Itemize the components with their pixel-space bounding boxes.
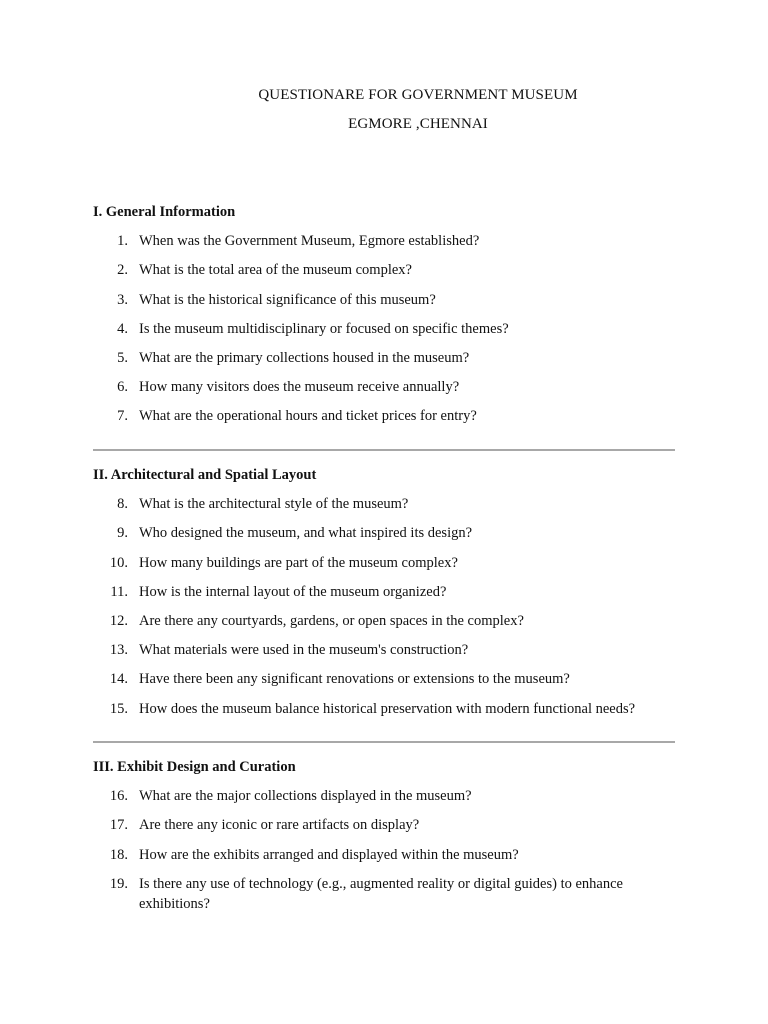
question-item [93, 699, 675, 719]
question-text: Have there been any significant renovations or extensions to the museum? [139, 671, 570, 688]
question-text: What is the total area of the museum complex? [139, 262, 412, 279]
question-item [93, 669, 675, 689]
question-item [93, 640, 675, 660]
question-number: 3. [117, 291, 128, 308]
question-item [93, 815, 675, 835]
question-number: 10. [109, 554, 128, 571]
section-general-information [93, 202, 675, 426]
section-divider [93, 741, 675, 743]
question-number: 1. [117, 233, 128, 250]
question-text: What is the historical significance of this museum? [139, 291, 436, 308]
document-subtitle: EGMORE ,CHENNAI [348, 116, 488, 132]
question-text: Are there any iconic or rare artifacts on display? [139, 817, 420, 834]
question-number: 18. [109, 846, 128, 863]
question-text: Is there any use of technology (e.g., augmented reality or digital guides) to enhance exhibitions? [139, 875, 623, 912]
question-item [93, 874, 675, 914]
question-number: 17. [109, 817, 128, 834]
question-item [93, 582, 675, 602]
question-item [93, 377, 675, 397]
question-item [93, 348, 675, 368]
section-divider [93, 449, 675, 451]
question-text: What materials were used in the museum's construction? [139, 642, 469, 659]
question-number: 9. [117, 525, 128, 542]
question-item [93, 494, 675, 514]
question-number: 12. [109, 612, 128, 629]
question-item [93, 231, 675, 251]
question-list [93, 494, 675, 718]
question-number: 14. [109, 671, 128, 688]
question-text: What are the major collections displayed in the museum? [139, 788, 472, 805]
question-number: 13. [109, 642, 128, 659]
question-item [93, 611, 675, 631]
question-text: When was the Government Museum, Egmore established? [139, 233, 480, 250]
question-text: How does the museum balance historical preservation with modern functional needs? [139, 700, 636, 717]
question-item [93, 319, 675, 339]
question-number: 5. [117, 349, 128, 366]
question-text: Is the museum multidisciplinary or focused on specific themes? [139, 320, 509, 337]
question-text: How many buildings are part of the museum complex? [139, 554, 458, 571]
question-number: 2. [117, 262, 128, 279]
question-item [93, 523, 675, 543]
question-text: How many visitors does the museum receive annually? [139, 379, 460, 396]
question-number: 15. [109, 700, 128, 717]
section-heading: I. General Information [93, 204, 236, 220]
question-item [93, 786, 675, 806]
section-heading: II. Architectural and Spatial Layout [93, 467, 317, 483]
question-number: 19. [109, 875, 128, 892]
document-title: QUESTIONARE FOR GOVERNMENT MUSEUM [258, 87, 578, 103]
question-item [93, 260, 675, 280]
section-heading: III. Exhibit Design and Curation [93, 759, 296, 775]
question-text: What is the architectural style of the museum? [139, 496, 409, 513]
section-architectural-layout [93, 465, 675, 719]
question-number: 11. [110, 583, 128, 600]
question-text: Are there any courtyards, gardens, or open spaces in the complex? [139, 612, 524, 629]
question-item [93, 406, 675, 426]
question-text: How is the internal layout of the museum organized? [139, 583, 447, 600]
question-text: What are the operational hours and ticket prices for entry? [139, 408, 477, 425]
question-list [93, 786, 675, 914]
question-text: Who designed the museum, and what inspired its design? [139, 525, 473, 542]
question-number: 6. [117, 379, 128, 396]
question-item [93, 845, 675, 865]
question-number: 8. [117, 496, 128, 513]
question-text: How are the exhibits arranged and displayed within the museum? [139, 846, 519, 863]
question-text: What are the primary collections housed in the museum? [139, 349, 470, 366]
question-item [93, 290, 675, 310]
question-number: 16. [109, 788, 128, 805]
question-number: 4. [117, 320, 128, 337]
section-exhibit-design [93, 757, 675, 914]
question-item [93, 553, 675, 573]
question-number: 7. [117, 408, 128, 425]
question-list [93, 231, 675, 426]
